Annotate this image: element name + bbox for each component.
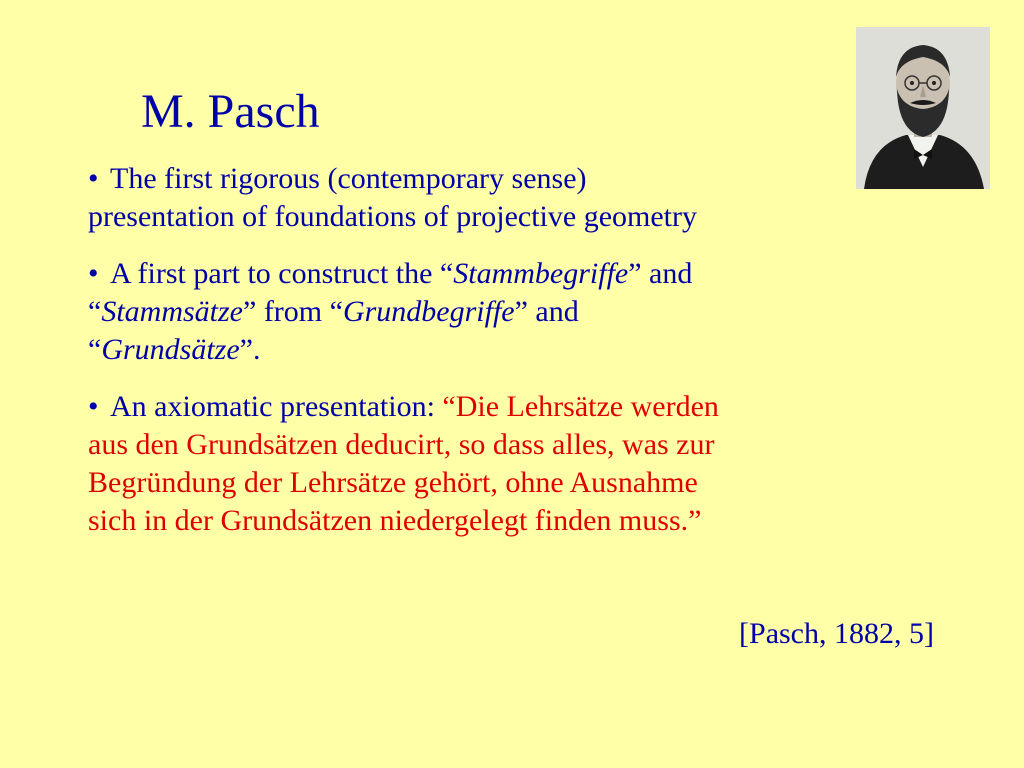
bullet-2-text-7: ”. xyxy=(239,333,261,366)
bullet-list xyxy=(88,160,938,559)
quote-line-1: “Die Lehrsätze werden xyxy=(442,390,719,423)
bullet-1-line-1: The first rigorous (contemporary sense) xyxy=(110,162,587,195)
bullet-item-2 xyxy=(88,255,938,369)
quote-line-2: aus den Grundsätzen deducirt, so dass alles, was zur xyxy=(88,428,715,461)
bullet-2-text-5: ” and xyxy=(514,295,579,328)
quote-line-3: Begründung der Lehrsätze gehört, ohne Ausnahme xyxy=(88,466,698,499)
bullet-item-3 xyxy=(88,388,938,540)
slide-title: M. Pasch xyxy=(141,85,320,138)
term-grundsaetze: Grundsätze xyxy=(101,333,240,366)
bullet-marker: • xyxy=(88,257,99,290)
bullet-2-text-2: ” and xyxy=(628,257,693,290)
bullet-marker: • xyxy=(88,390,99,423)
term-grundbegriffe: Grundbegriffe xyxy=(342,295,515,328)
citation: [Pasch, 1882, 5] xyxy=(739,617,934,650)
term-stammbegriffe: Stammbegriffe xyxy=(453,257,629,290)
bullet-3-text-1: An axiomatic presentation: xyxy=(110,390,443,423)
bullet-2-text-1: A first part to construct the “ xyxy=(110,257,454,290)
quote-line-4: sich in der Grundsätzen niedergelegt finden muss.” xyxy=(88,504,702,537)
bullet-2-text-4: ” from “ xyxy=(243,295,343,328)
bullet-item-1 xyxy=(88,160,938,236)
bullet-2-text-3: “ xyxy=(88,295,102,328)
bullet-2-text-6: “ xyxy=(88,333,102,366)
bullet-marker: • xyxy=(88,162,99,195)
term-stammsaetze: Stammsätze xyxy=(101,295,243,328)
bullet-1-line-2: presentation of foundations of projective geometry xyxy=(88,200,697,233)
